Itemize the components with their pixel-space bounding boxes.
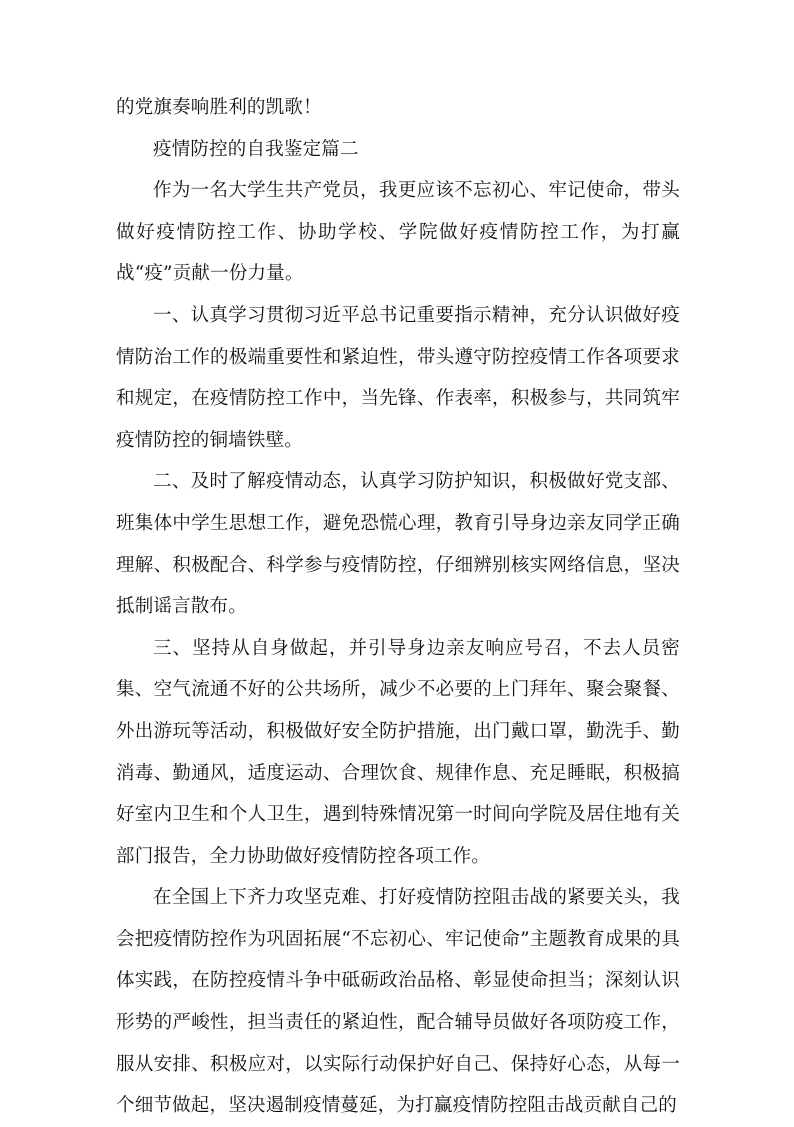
paragraph-intro: 作为一名大学生共产党员，我更应该不忘初心、牢记使命，带头做好疫情防控工作、协助学校、学院做好疫情防控工作，为打赢战“疫”贡献一份力量。 [116, 180, 680, 285]
paragraph-conclusion: 在全国上下齐力攻坚克难、打好疫情防控阻击战的紧要关头，我会把疫情防控作为巩固拓展“不忘初心、牢记使命”主题教育成果的具体实践，在防控疫情斗争中砥砺政治品格、彰显使命担当；深刻认识形势的严峻性，担当责任的紧迫性，配合辅导员做好各项防疫工作，服从安排、积极应对，以实际行动保护好自己、保持好心态，从每一个细节做起，坚决遏制疫情蔓延，为打赢疫情防控阻击战贡献自己的 [116, 887, 680, 1117]
section-heading: 疫情防控的自我鉴定篇二 [153, 138, 359, 160]
paragraph-point-three: 三、坚持从自身做起，并引导身边亲友响应号召，不去人员密集、空气流通不好的公共场所，减少不必要的上门拜年、聚会聚餐、外出游玩等活动，积极做好安全防护措施，出门戴口罩，勤洗手、勤消毒、勤通风，适度运动、合理饮食、规律作息、充足睡眠，积极搞好室内卫生和个人卫生，遇到特殊情况第一时间向学院及居住地有关部门报告，全力协助做好疫情防控各项工作。 [116, 637, 680, 867]
paragraph-continuation: 的党旗奏响胜利的凯歌！ [116, 97, 322, 118]
paragraph-point-two: 二、及时了解疫情动态，认真学习防护知识，积极做好党支部、班集体中学生思想工作，避免恐慌心理，教育引导身边亲友同学正确理解、积极配合、科学参与疫情防控，仔细辨别核实网络信息，坚决抵制谣言散布。 [116, 471, 680, 618]
document-body [116, 87, 680, 1127]
paragraph-point-one: 一、认真学习贯彻习近平总书记重要指示精神，充分认识做好疫情防治工作的极端重要性和紧迫性，带头遵守防控疫情工作各项要求和规定，在疫情防控工作中，当先锋、作表率，积极参与，共同筑牢疫情防控的铜墙铁壁。 [116, 304, 680, 451]
